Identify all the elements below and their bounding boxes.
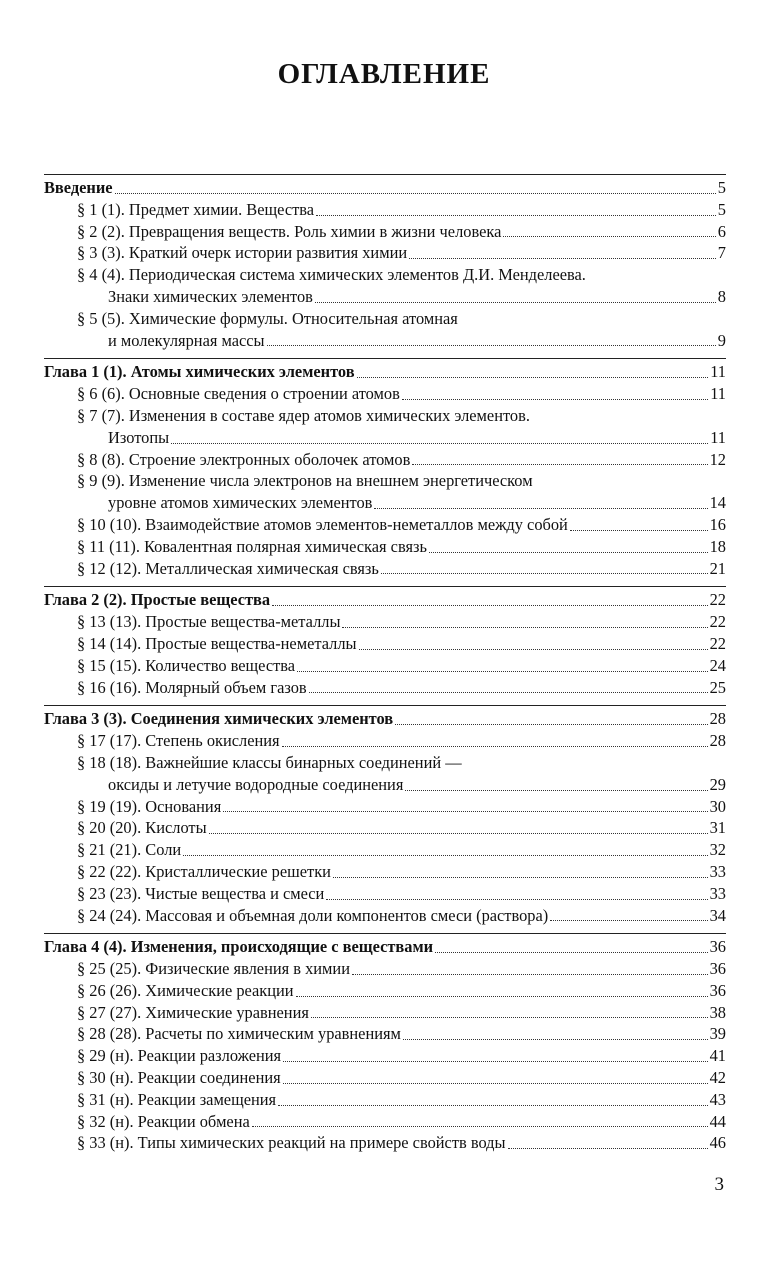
paragraph-entry-page: 14 bbox=[709, 493, 726, 513]
paragraph-entry-text: и молекулярная массы bbox=[108, 330, 265, 350]
dot-leader bbox=[296, 996, 708, 997]
dot-leader bbox=[357, 377, 709, 378]
paragraph-entry-page: 24 bbox=[709, 655, 726, 675]
paragraph-entry-text: § 11 (11). Ковалентная полярная химическая связь bbox=[77, 536, 427, 556]
paragraph-entry bbox=[44, 242, 726, 264]
dot-leader bbox=[429, 552, 708, 553]
paragraph-entry-text: § 8 (8). Строение электронных оболочек атомов bbox=[77, 449, 411, 469]
dot-leader bbox=[309, 692, 708, 693]
paragraph-entry bbox=[44, 774, 726, 796]
dot-leader bbox=[333, 877, 708, 878]
paragraph-entry-page: 25 bbox=[709, 677, 726, 697]
paragraph-entry bbox=[44, 383, 726, 405]
dot-leader bbox=[223, 811, 707, 812]
toc-section bbox=[44, 174, 726, 351]
paragraph-entry bbox=[44, 1002, 726, 1024]
paragraph-entry-text: Знаки химических элементов bbox=[108, 286, 313, 306]
paragraph-entry-text: § 24 (24). Массовая и объемная доли компонентов смеси (раствора) bbox=[77, 905, 549, 925]
chapter-entry-text: Глава 4 (4). Изменения, происходящие с веществами bbox=[44, 937, 434, 957]
dot-leader bbox=[183, 855, 707, 856]
paragraph-entry-page: 22 bbox=[709, 633, 726, 653]
paragraph-entry-page: 42 bbox=[709, 1068, 726, 1088]
paragraph-entry bbox=[44, 558, 726, 580]
dot-leader bbox=[326, 899, 707, 900]
chapter-entry-text: Введение bbox=[44, 178, 113, 197]
paragraph-entry-text: § 30 (н). Реакции соединения bbox=[77, 1068, 281, 1088]
paragraph-entry-text: § 15 (15). Количество вещества bbox=[77, 655, 296, 675]
dot-leader bbox=[115, 193, 716, 194]
paragraph-entry bbox=[44, 817, 726, 839]
dot-leader bbox=[402, 399, 708, 400]
paragraph-entry-text: § 17 (17). Степень окисления bbox=[77, 731, 280, 751]
paragraph-entry-text: § 23 (23). Чистые вещества и смеси bbox=[77, 883, 325, 903]
dot-leader bbox=[171, 443, 708, 444]
chapter-entry-text: Глава 1 (1). Атомы химических элементов bbox=[44, 362, 355, 382]
dot-leader bbox=[342, 627, 707, 628]
dot-leader bbox=[252, 1126, 708, 1127]
paragraph-entry-page: 43 bbox=[709, 1089, 726, 1109]
dot-leader bbox=[278, 1105, 708, 1106]
dot-leader bbox=[403, 1039, 708, 1040]
dot-leader bbox=[283, 1083, 708, 1084]
paragraph-entry-text: § 3 (3). Краткий очерк истории развития химии bbox=[77, 243, 408, 263]
paragraph-entry bbox=[44, 883, 726, 905]
paragraph-entry-text: § 26 (26). Химические реакции bbox=[77, 980, 294, 1000]
paragraph-entry-text: оксиды и летучие водородные соединения bbox=[108, 774, 404, 794]
paragraph-entry-text: § 22 (22). Кристаллические решетки bbox=[77, 861, 331, 881]
paragraph-entry bbox=[44, 1023, 726, 1045]
paragraph-entry-page: 34 bbox=[709, 905, 726, 925]
paragraph-entry-text: § 7 (7). Изменения в составе ядер атомов химических элементов. bbox=[77, 405, 530, 425]
paragraph-entry bbox=[44, 286, 726, 308]
paragraph-entry-page: 41 bbox=[709, 1046, 726, 1066]
paragraph-entry bbox=[44, 514, 726, 536]
paragraph-entry bbox=[44, 308, 726, 330]
paragraph-entry bbox=[44, 1089, 726, 1111]
chapter-entry bbox=[44, 936, 726, 958]
paragraph-entry-text: § 32 (н). Реакции обмена bbox=[77, 1111, 250, 1131]
paragraph-entry-page: 46 bbox=[709, 1133, 726, 1153]
dot-leader bbox=[570, 530, 708, 531]
paragraph-entry-page: 8 bbox=[717, 286, 726, 306]
dot-leader bbox=[550, 920, 707, 921]
dot-leader bbox=[283, 1061, 708, 1062]
paragraph-entry bbox=[44, 796, 726, 818]
paragraph-entry-page: 18 bbox=[709, 536, 726, 556]
paragraph-entry bbox=[44, 677, 726, 699]
paragraph-entry-page: 29 bbox=[709, 774, 726, 794]
paragraph-entry-text: § 2 (2). Превращения веществ. Роль химии в жизни человека bbox=[77, 221, 502, 241]
paragraph-entry-text: § 5 (5). Химические формулы. Относительная атомная bbox=[77, 308, 458, 328]
paragraph-entry bbox=[44, 752, 726, 774]
paragraph-entry-text: § 27 (27). Химические уравнения bbox=[77, 1002, 309, 1022]
paragraph-entry-text: Изотопы bbox=[108, 427, 170, 447]
toc-section bbox=[44, 705, 726, 926]
chapter-entry-page: 5 bbox=[717, 178, 726, 197]
chapter-entry-page: 11 bbox=[710, 362, 726, 382]
paragraph-entry-page: 28 bbox=[709, 731, 726, 751]
paragraph-entry-text: § 4 (4). Периодическая система химических элементов Д.И. Менделеева. bbox=[77, 265, 586, 285]
page-number: 3 bbox=[714, 1174, 724, 1195]
paragraph-entry-page: 16 bbox=[709, 514, 726, 534]
chapter-entry bbox=[44, 361, 726, 383]
paragraph-entry bbox=[44, 905, 726, 927]
paragraph-entry-text: § 6 (6). Основные сведения о строении атомов bbox=[77, 384, 400, 404]
paragraph-entry bbox=[44, 199, 726, 221]
paragraph-entry bbox=[44, 405, 726, 427]
paragraph-entry-page: 12 bbox=[709, 449, 726, 469]
paragraph-entry bbox=[44, 536, 726, 558]
paragraph-entry-text: § 14 (14). Простые вещества-неметаллы bbox=[77, 633, 357, 653]
paragraph-entry bbox=[44, 1067, 726, 1089]
paragraph-entry-text: § 31 (н). Реакции замещения bbox=[77, 1089, 277, 1109]
paragraph-entry-page: 31 bbox=[709, 818, 726, 838]
paragraph-entry-text: § 18 (18). Важнейшие классы бинарных соединений — bbox=[77, 752, 462, 772]
paragraph-entry-text: § 1 (1). Предмет химии. Вещества bbox=[77, 199, 315, 219]
paragraph-entry-page: 7 bbox=[717, 243, 726, 263]
paragraph-entry-text: § 12 (12). Металлическая химическая связь bbox=[77, 558, 379, 578]
paragraph-entry-page: 21 bbox=[709, 558, 726, 578]
paragraph-entry-text: § 33 (н). Типы химических реакций на примере свойств воды bbox=[77, 1133, 506, 1153]
dot-leader bbox=[508, 1148, 708, 1149]
paragraph-entry bbox=[44, 861, 726, 883]
chapter-entry-page: 28 bbox=[709, 709, 726, 729]
paragraph-entry bbox=[44, 633, 726, 655]
paragraph-entry bbox=[44, 427, 726, 449]
paragraph-entry bbox=[44, 655, 726, 677]
dot-leader bbox=[503, 236, 715, 237]
dot-leader bbox=[409, 258, 716, 259]
paragraph-entry-page: 44 bbox=[709, 1111, 726, 1131]
paragraph-entry bbox=[44, 730, 726, 752]
dot-leader bbox=[395, 724, 707, 725]
paragraph-entry-page: 6 bbox=[717, 221, 726, 241]
dot-leader bbox=[209, 833, 708, 834]
paragraph-entry-page: 36 bbox=[709, 959, 726, 979]
chapter-entry-text: Глава 2 (2). Простые вещества bbox=[44, 590, 271, 610]
paragraph-entry bbox=[44, 492, 726, 514]
paragraph-entry bbox=[44, 611, 726, 633]
paragraph-entry-text: § 28 (28). Расчеты по химическим уравнениям bbox=[77, 1024, 401, 1044]
toc-section bbox=[44, 358, 726, 579]
dot-leader bbox=[435, 952, 708, 953]
paragraph-entry-page: 32 bbox=[709, 840, 726, 860]
paragraph-entry-page: 22 bbox=[709, 612, 726, 632]
dot-leader bbox=[316, 215, 716, 216]
dot-leader bbox=[311, 1017, 708, 1018]
table-of-contents bbox=[44, 174, 726, 1154]
paragraph-entry-page: 33 bbox=[709, 883, 726, 903]
dot-leader bbox=[405, 790, 707, 791]
paragraph-entry-text: § 29 (н). Реакции разложения bbox=[77, 1046, 282, 1066]
paragraph-entry bbox=[44, 839, 726, 861]
dot-leader bbox=[352, 974, 708, 975]
dot-leader bbox=[412, 464, 707, 465]
paragraph-entry bbox=[44, 980, 726, 1002]
chapter-entry bbox=[44, 177, 726, 199]
paragraph-entry bbox=[44, 1045, 726, 1067]
dot-leader bbox=[297, 671, 708, 672]
paragraph-entry bbox=[44, 449, 726, 471]
paragraph-entry-text: § 16 (16). Молярный объем газов bbox=[77, 677, 307, 697]
dot-leader bbox=[282, 746, 708, 747]
paragraph-entry-page: 9 bbox=[717, 330, 726, 350]
dot-leader bbox=[374, 508, 707, 509]
paragraph-entry-page: 11 bbox=[710, 427, 726, 447]
paragraph-entry-page: 33 bbox=[709, 861, 726, 881]
dot-leader bbox=[359, 649, 708, 650]
chapter-entry bbox=[44, 708, 726, 730]
paragraph-entry-text: § 9 (9). Изменение числа электронов на внешнем энергетическом bbox=[77, 471, 533, 491]
paragraph-entry bbox=[44, 958, 726, 980]
chapter-entry-page: 22 bbox=[709, 590, 726, 610]
paragraph-entry-text: § 10 (10). Взаимодействие атомов элементов-неметаллов между собой bbox=[77, 514, 568, 534]
paragraph-entry bbox=[44, 470, 726, 492]
toc-section bbox=[44, 586, 726, 698]
paragraph-entry bbox=[44, 1132, 726, 1154]
paragraph-entry bbox=[44, 1111, 726, 1133]
paragraph-entry-page: 39 bbox=[709, 1024, 726, 1044]
paragraph-entry-text: уровне атомов химических элементов bbox=[108, 493, 373, 513]
paragraph-entry-page: 5 bbox=[717, 199, 726, 219]
paragraph-entry-text: § 25 (25). Физические явления в химии bbox=[77, 959, 350, 979]
chapter-entry-page: 36 bbox=[709, 937, 726, 957]
paragraph-entry-page: 36 bbox=[709, 980, 726, 1000]
dot-leader bbox=[381, 573, 708, 574]
page-title: ОГЛАВЛЕНИЕ bbox=[277, 58, 491, 90]
paragraph-entry-page: 11 bbox=[710, 384, 726, 404]
toc-section bbox=[44, 933, 726, 1154]
chapter-entry bbox=[44, 589, 726, 611]
paragraph-entry-text: § 13 (13). Простые вещества-металлы bbox=[77, 612, 341, 632]
paragraph-entry-text: § 20 (20). Кислоты bbox=[77, 818, 207, 838]
paragraph-entry-page: 38 bbox=[709, 1002, 726, 1022]
paragraph-entry bbox=[44, 264, 726, 286]
paragraph-entry-text: § 19 (19). Основания bbox=[77, 796, 222, 816]
dot-leader bbox=[272, 605, 708, 606]
paragraph-entry bbox=[44, 221, 726, 243]
dot-leader bbox=[267, 345, 716, 346]
paragraph-entry bbox=[44, 330, 726, 352]
paragraph-entry-text: § 21 (21). Соли bbox=[77, 840, 182, 860]
chapter-entry-text: Глава 3 (3). Соединения химических элементов bbox=[44, 709, 394, 729]
paragraph-entry-page: 30 bbox=[709, 796, 726, 816]
dot-leader bbox=[315, 302, 716, 303]
